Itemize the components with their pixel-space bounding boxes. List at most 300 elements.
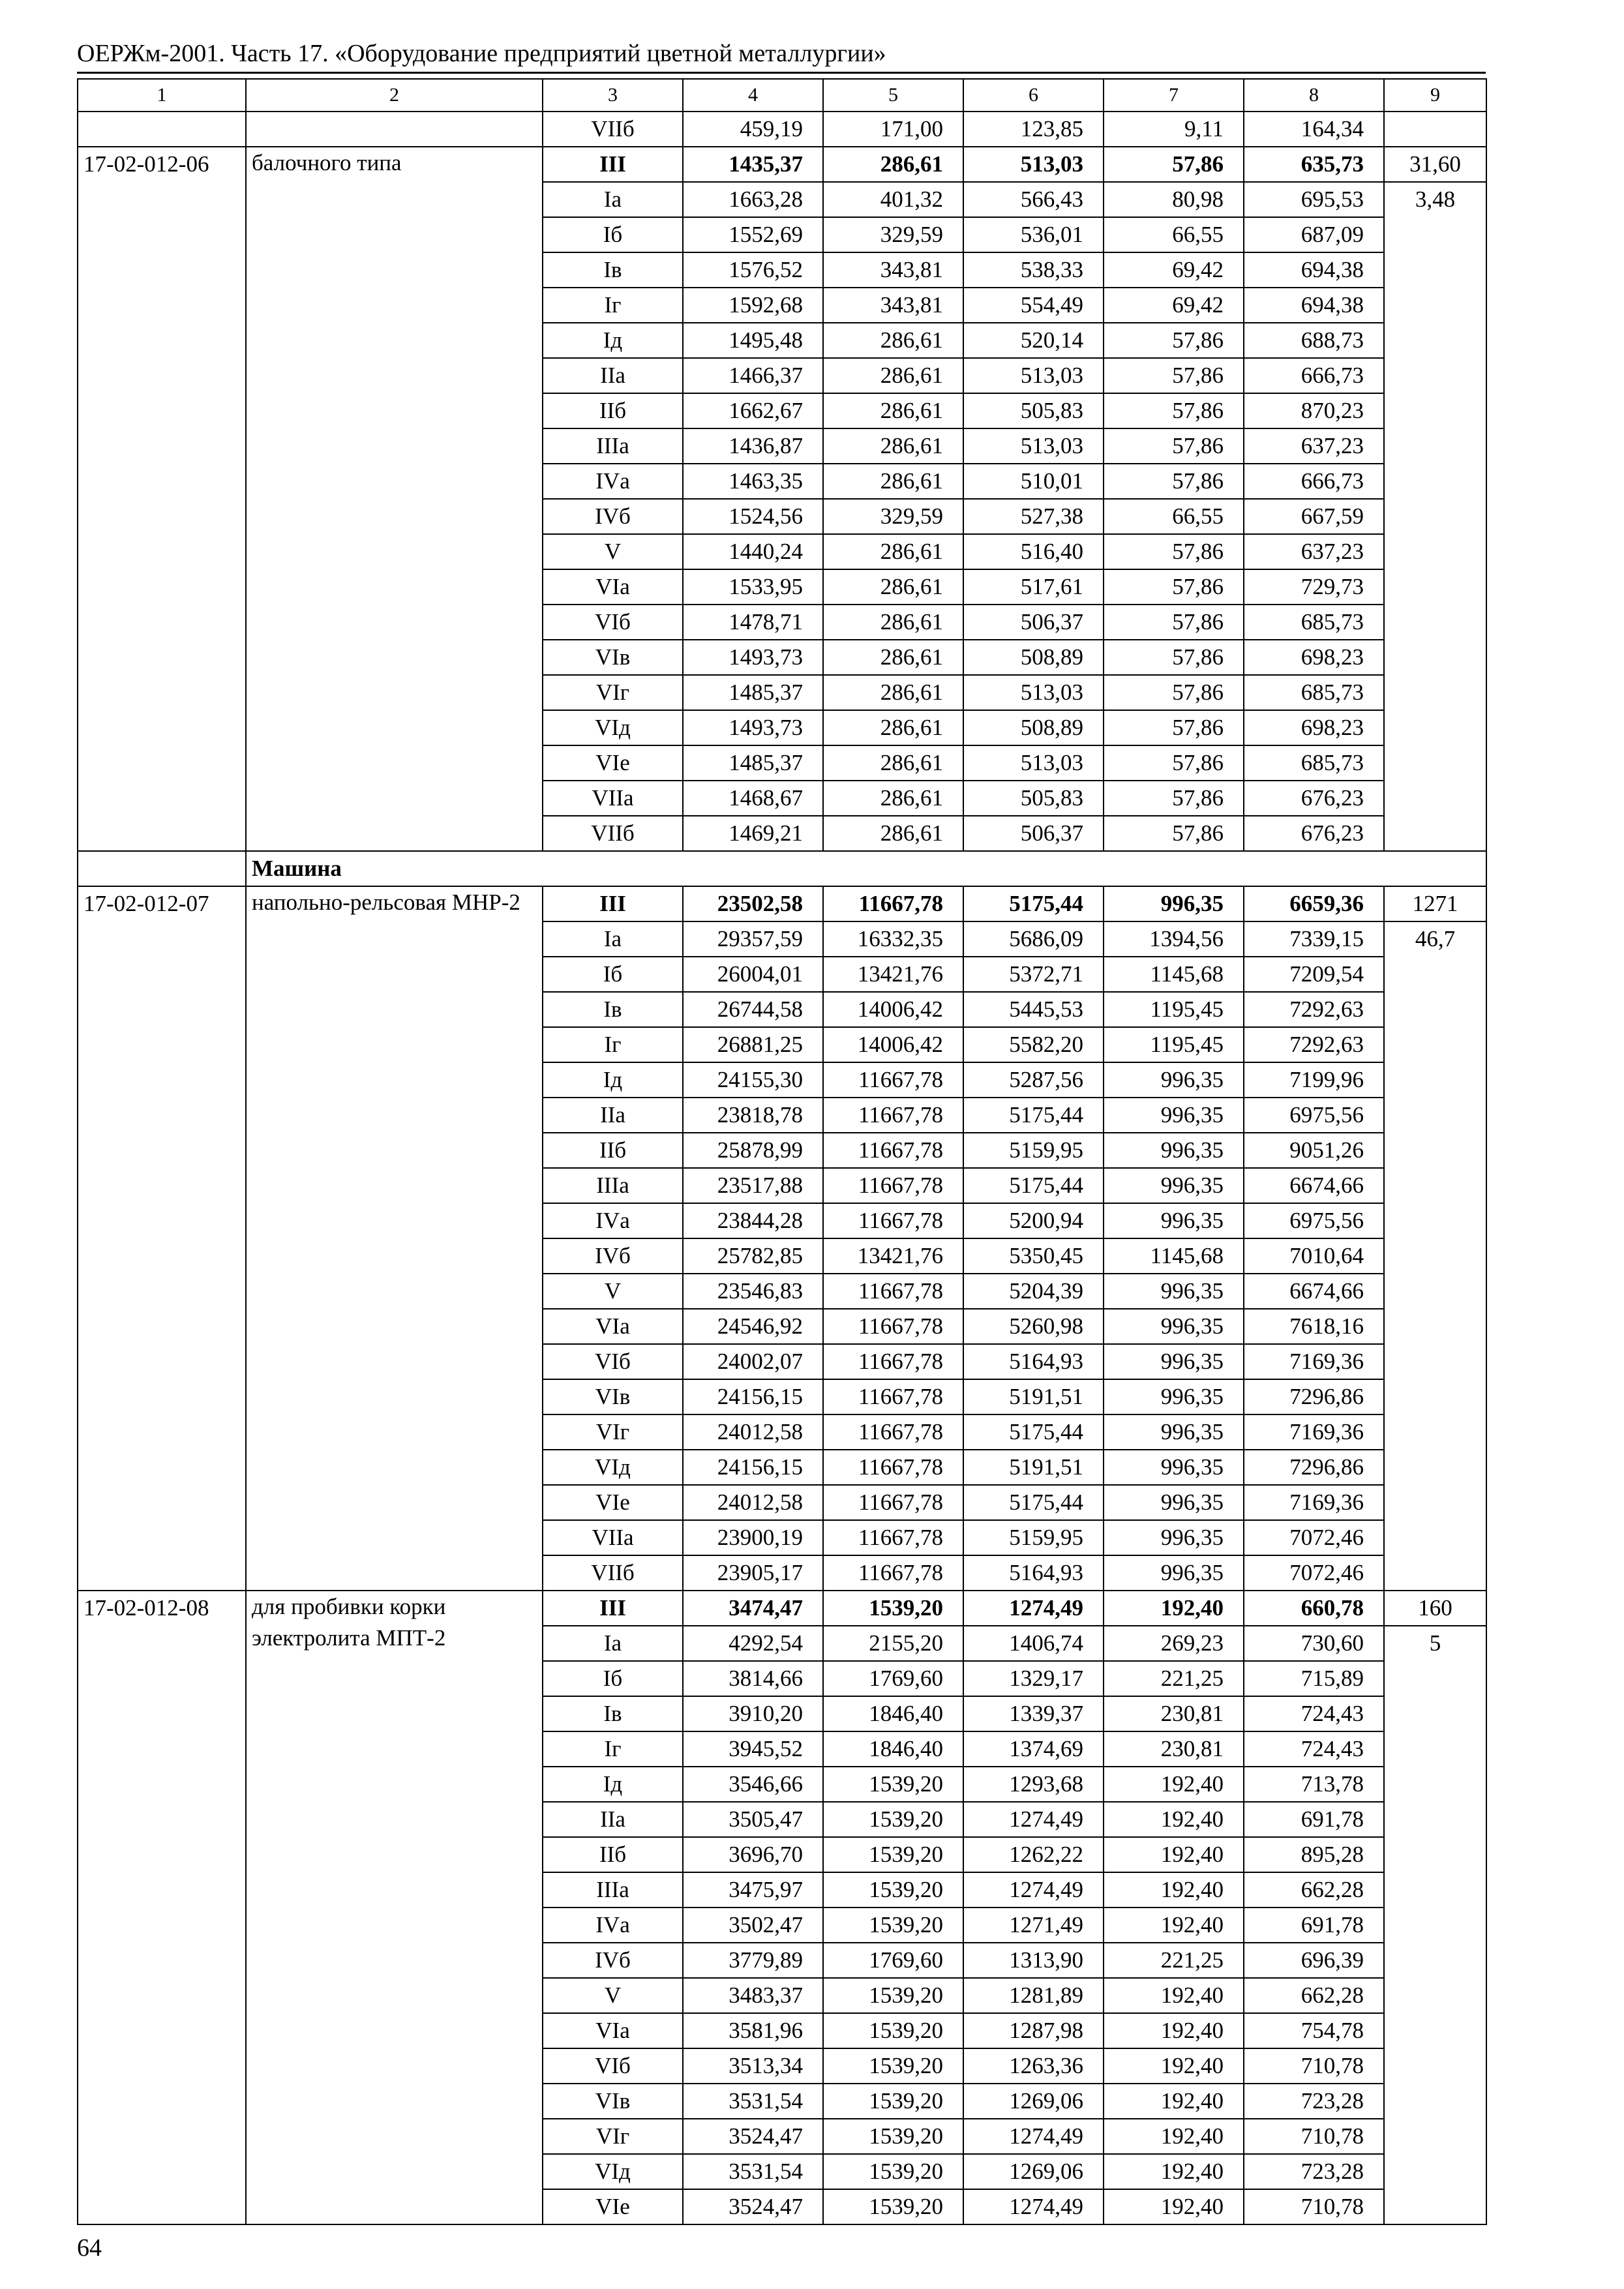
- value-cell: 11667,78: [823, 1485, 963, 1520]
- value-cell: 5686,09: [963, 921, 1104, 957]
- page-header: ОЕРЖм-2001. Часть 17. «Оборудование предприятий цветной металлургии»: [77, 40, 886, 67]
- zone-cell: Iв: [543, 252, 683, 288]
- column-number: 1: [78, 79, 246, 112]
- value-cell: 1287,98: [963, 2013, 1104, 2048]
- value-cell: 635,73: [1244, 147, 1384, 182]
- value-cell: 696,39: [1244, 1943, 1384, 1978]
- value-cell: 5445,53: [963, 992, 1104, 1027]
- value-cell: 1769,60: [823, 1661, 963, 1696]
- value-cell: 23844,28: [683, 1203, 823, 1238]
- zone-cell: IVа: [543, 1908, 683, 1943]
- value-cell: 685,73: [1244, 675, 1384, 710]
- item-code: 17-02-012-06: [78, 147, 246, 851]
- value-cell: 527,38: [963, 499, 1104, 534]
- value-cell: 25782,85: [683, 1238, 823, 1274]
- zone-cell: VIIб: [543, 816, 683, 851]
- value-cell: 24012,58: [683, 1485, 823, 1520]
- value-cell: 7199,96: [1244, 1062, 1384, 1098]
- value-cell: 687,09: [1244, 217, 1384, 252]
- value-cell: 11667,78: [823, 1133, 963, 1168]
- value-cell: 1374,69: [963, 1731, 1104, 1767]
- value-cell: 5164,93: [963, 1344, 1104, 1379]
- value-cell: 192,40: [1104, 1767, 1244, 1802]
- value-cell: 1846,40: [823, 1731, 963, 1767]
- value-cell: 1662,67: [683, 393, 823, 428]
- value-cell: 5260,98: [963, 1309, 1104, 1344]
- value-cell: 192,40: [1104, 1591, 1244, 1626]
- value-cell: 57,86: [1104, 393, 1244, 428]
- value-cell: 13421,76: [823, 957, 963, 992]
- zone-cell: IIб: [543, 393, 683, 428]
- value-cell: 3945,52: [683, 1731, 823, 1767]
- zone-cell: VIб: [543, 1344, 683, 1379]
- value-cell: 724,43: [1244, 1731, 1384, 1767]
- value-cell: 24002,07: [683, 1344, 823, 1379]
- value-cell: 513,03: [963, 675, 1104, 710]
- value-cell: 506,37: [963, 816, 1104, 851]
- zone-cell: III: [543, 1591, 683, 1626]
- value-cell: 508,89: [963, 640, 1104, 675]
- value-cell: 637,23: [1244, 534, 1384, 569]
- value-cell: 1269,06: [963, 2154, 1104, 2189]
- value-cell: 5200,94: [963, 1203, 1104, 1238]
- value-cell: 192,40: [1104, 1872, 1244, 1908]
- value-cell: 676,23: [1244, 816, 1384, 851]
- zone-cell: Iб: [543, 217, 683, 252]
- value-cell: 895,28: [1244, 1837, 1384, 1872]
- value-cell: 230,81: [1104, 1731, 1244, 1767]
- zone-cell: IVа: [543, 1203, 683, 1238]
- value-cell: 25878,99: [683, 1133, 823, 1168]
- value-cell: 7296,86: [1244, 1450, 1384, 1485]
- value-cell: 269,23: [1104, 1626, 1244, 1661]
- zone-cell: VIв: [543, 640, 683, 675]
- value-cell: 538,33: [963, 252, 1104, 288]
- value-cell: 996,35: [1104, 1274, 1244, 1309]
- value-cell: 1663,28: [683, 182, 823, 217]
- value-cell: 24012,58: [683, 1414, 823, 1450]
- zone-cell: III: [543, 886, 683, 921]
- value-cell: 23517,88: [683, 1168, 823, 1203]
- value-cell: 192,40: [1104, 1837, 1244, 1872]
- value-cell: 11667,78: [823, 1344, 963, 1379]
- col9-cell: 5: [1384, 1626, 1486, 2224]
- value-cell: 7072,46: [1244, 1555, 1384, 1591]
- value-cell: 1524,56: [683, 499, 823, 534]
- zone-cell: Iд: [543, 1767, 683, 1802]
- value-cell: 11667,78: [823, 1309, 963, 1344]
- value-cell: 1274,49: [963, 2189, 1104, 2224]
- value-cell: 996,35: [1104, 1450, 1244, 1485]
- value-cell: 230,81: [1104, 1696, 1244, 1731]
- zone-cell: IIIа: [543, 1872, 683, 1908]
- code-cell: [78, 112, 246, 147]
- value-cell: 513,03: [963, 745, 1104, 781]
- value-cell: 57,86: [1104, 710, 1244, 745]
- value-cell: 1145,68: [1104, 957, 1244, 992]
- value-cell: 1469,21: [683, 816, 823, 851]
- section-row: [78, 851, 1486, 886]
- value-cell: 723,28: [1244, 2154, 1384, 2189]
- value-cell: 1293,68: [963, 1767, 1104, 1802]
- value-cell: 11667,78: [823, 1274, 963, 1309]
- value-cell: 7169,36: [1244, 1485, 1384, 1520]
- value-cell: 171,00: [823, 112, 963, 147]
- value-cell: 1539,20: [823, 1837, 963, 1872]
- value-cell: 1493,73: [683, 640, 823, 675]
- value-cell: 724,43: [1244, 1696, 1384, 1731]
- value-cell: 1533,95: [683, 569, 823, 605]
- value-cell: 1539,20: [823, 1908, 963, 1943]
- value-cell: 9,11: [1104, 112, 1244, 147]
- col9-cell: 3,48: [1384, 182, 1486, 851]
- value-cell: 730,60: [1244, 1626, 1384, 1661]
- value-cell: 286,61: [823, 605, 963, 640]
- value-cell: 7169,36: [1244, 1414, 1384, 1450]
- zone-cell: Iв: [543, 1696, 683, 1731]
- zone-cell: VIг: [543, 2119, 683, 2154]
- value-cell: 164,34: [1244, 112, 1384, 147]
- value-cell: 66,55: [1104, 499, 1244, 534]
- value-cell: 23502,58: [683, 886, 823, 921]
- value-cell: 1539,20: [823, 2189, 963, 2224]
- value-cell: 996,35: [1104, 1414, 1244, 1450]
- value-cell: 5159,95: [963, 1133, 1104, 1168]
- zone-cell: VIб: [543, 2048, 683, 2084]
- zone-cell: IIа: [543, 1802, 683, 1837]
- value-cell: 754,78: [1244, 2013, 1384, 2048]
- value-cell: 57,86: [1104, 816, 1244, 851]
- value-cell: 11667,78: [823, 1203, 963, 1238]
- zone-cell: Iг: [543, 1027, 683, 1062]
- value-cell: 24156,15: [683, 1450, 823, 1485]
- value-cell: 694,38: [1244, 288, 1384, 323]
- zone-cell: VIIа: [543, 781, 683, 816]
- value-cell: 698,23: [1244, 710, 1384, 745]
- zone-cell: IIб: [543, 1133, 683, 1168]
- value-cell: 996,35: [1104, 1344, 1244, 1379]
- value-cell: 24155,30: [683, 1062, 823, 1098]
- value-cell: 401,32: [823, 182, 963, 217]
- column-number: 5: [823, 79, 963, 112]
- value-cell: 1271,49: [963, 1908, 1104, 1943]
- value-cell: 688,73: [1244, 323, 1384, 358]
- value-cell: 192,40: [1104, 2084, 1244, 2119]
- value-cell: 6659,36: [1244, 886, 1384, 921]
- value-cell: 7339,15: [1244, 921, 1384, 957]
- value-cell: 996,35: [1104, 1485, 1244, 1520]
- value-cell: 695,53: [1244, 182, 1384, 217]
- column-number: 4: [683, 79, 823, 112]
- zone-cell: IVб: [543, 1238, 683, 1274]
- col9-cell: 46,7: [1384, 921, 1486, 1591]
- value-cell: 996,35: [1104, 886, 1244, 921]
- value-cell: 66,55: [1104, 217, 1244, 252]
- value-cell: 57,86: [1104, 569, 1244, 605]
- value-cell: 80,98: [1104, 182, 1244, 217]
- zone-cell: VIг: [543, 1414, 683, 1450]
- item-name: напольно-рельсовая МНР-2: [246, 886, 543, 1591]
- value-cell: 1846,40: [823, 1696, 963, 1731]
- value-cell: 7296,86: [1244, 1379, 1384, 1414]
- value-cell: 517,61: [963, 569, 1104, 605]
- value-cell: 1274,49: [963, 1802, 1104, 1837]
- value-cell: 3524,47: [683, 2119, 823, 2154]
- value-cell: 7169,36: [1244, 1344, 1384, 1379]
- value-cell: 1493,73: [683, 710, 823, 745]
- value-cell: 685,73: [1244, 745, 1384, 781]
- value-cell: 694,38: [1244, 252, 1384, 288]
- value-cell: 5159,95: [963, 1520, 1104, 1555]
- value-cell: 1281,89: [963, 1978, 1104, 2013]
- value-cell: 286,61: [823, 781, 963, 816]
- value-cell: 666,73: [1244, 464, 1384, 499]
- value-cell: 192,40: [1104, 2013, 1244, 2048]
- value-cell: 1262,22: [963, 1837, 1104, 1872]
- value-cell: 996,35: [1104, 1520, 1244, 1555]
- value-cell: 698,23: [1244, 640, 1384, 675]
- column-number: 6: [963, 79, 1104, 112]
- col9-cell: [1384, 112, 1486, 147]
- value-cell: 3475,97: [683, 1872, 823, 1908]
- table-row: [78, 147, 1486, 182]
- value-cell: 57,86: [1104, 358, 1244, 393]
- value-cell: 5175,44: [963, 1485, 1104, 1520]
- zone-cell: IVа: [543, 464, 683, 499]
- value-cell: 3531,54: [683, 2084, 823, 2119]
- value-cell: 13421,76: [823, 1238, 963, 1274]
- zone-cell: Iд: [543, 1062, 683, 1098]
- value-cell: 192,40: [1104, 2189, 1244, 2224]
- value-cell: 1539,20: [823, 2119, 963, 2154]
- value-cell: 7292,63: [1244, 1027, 1384, 1062]
- zone-cell: VIв: [543, 2084, 683, 2119]
- item-name: для пробивки корки электролита МПТ-2: [246, 1591, 543, 2224]
- value-cell: 1478,71: [683, 605, 823, 640]
- value-cell: 3474,47: [683, 1591, 823, 1626]
- section-title: Машина: [246, 851, 1486, 886]
- value-cell: 57,86: [1104, 745, 1244, 781]
- value-cell: 3524,47: [683, 2189, 823, 2224]
- value-cell: 459,19: [683, 112, 823, 147]
- value-cell: 3814,66: [683, 1661, 823, 1696]
- column-number: 2: [246, 79, 543, 112]
- value-cell: 713,78: [1244, 1767, 1384, 1802]
- zone-cell: Iб: [543, 1661, 683, 1696]
- value-cell: 57,86: [1104, 675, 1244, 710]
- value-cell: 286,61: [823, 710, 963, 745]
- value-cell: 1274,49: [963, 2119, 1104, 2154]
- value-cell: 343,81: [823, 288, 963, 323]
- value-cell: 192,40: [1104, 2119, 1244, 2154]
- zone-cell: VIIб: [543, 112, 683, 147]
- value-cell: 11667,78: [823, 1520, 963, 1555]
- value-cell: 3910,20: [683, 1696, 823, 1731]
- value-cell: 520,14: [963, 323, 1104, 358]
- zone-cell: IIIа: [543, 428, 683, 464]
- value-cell: 14006,42: [823, 1027, 963, 1062]
- value-cell: 329,59: [823, 217, 963, 252]
- zone-cell: VIIа: [543, 1520, 683, 1555]
- value-cell: 286,61: [823, 534, 963, 569]
- value-cell: 3513,34: [683, 2048, 823, 2084]
- value-cell: 1339,37: [963, 1696, 1104, 1731]
- value-cell: 1539,20: [823, 1802, 963, 1837]
- value-cell: 57,86: [1104, 781, 1244, 816]
- value-cell: 536,01: [963, 217, 1104, 252]
- value-cell: 2155,20: [823, 1626, 963, 1661]
- value-cell: 286,61: [823, 640, 963, 675]
- value-cell: 710,78: [1244, 2189, 1384, 2224]
- zone-cell: V: [543, 1978, 683, 2013]
- value-cell: 11667,78: [823, 1555, 963, 1591]
- value-cell: 1406,74: [963, 1626, 1104, 1661]
- value-cell: 996,35: [1104, 1379, 1244, 1414]
- value-cell: 192,40: [1104, 2048, 1244, 2084]
- value-cell: 1485,37: [683, 745, 823, 781]
- value-cell: 5175,44: [963, 886, 1104, 921]
- table-row: [78, 886, 1486, 921]
- zone-cell: VIд: [543, 1450, 683, 1485]
- zone-cell: III: [543, 147, 683, 182]
- zone-cell: VIе: [543, 745, 683, 781]
- value-cell: 685,73: [1244, 605, 1384, 640]
- price-table: [77, 78, 1487, 2225]
- value-cell: 6975,56: [1244, 1203, 1384, 1238]
- value-cell: 691,78: [1244, 1908, 1384, 1943]
- value-cell: 566,43: [963, 182, 1104, 217]
- value-cell: 1769,60: [823, 1943, 963, 1978]
- value-cell: 7209,54: [1244, 957, 1384, 992]
- column-number: 7: [1104, 79, 1244, 112]
- value-cell: 286,61: [823, 428, 963, 464]
- value-cell: 1274,49: [963, 1872, 1104, 1908]
- value-cell: 996,35: [1104, 1309, 1244, 1344]
- value-cell: 69,42: [1104, 252, 1244, 288]
- value-cell: 5287,56: [963, 1062, 1104, 1098]
- value-cell: 723,28: [1244, 2084, 1384, 2119]
- value-cell: 1313,90: [963, 1943, 1104, 1978]
- value-cell: 715,89: [1244, 1661, 1384, 1696]
- value-cell: 1195,45: [1104, 1027, 1244, 1062]
- header-rule: [77, 72, 1486, 74]
- value-cell: 506,37: [963, 605, 1104, 640]
- zone-cell: V: [543, 1274, 683, 1309]
- value-cell: 637,23: [1244, 428, 1384, 464]
- value-cell: 7618,16: [1244, 1309, 1384, 1344]
- value-cell: 1495,48: [683, 323, 823, 358]
- value-cell: 23546,83: [683, 1274, 823, 1309]
- value-cell: 26881,25: [683, 1027, 823, 1062]
- table-row: [78, 112, 1486, 147]
- value-cell: 192,40: [1104, 1802, 1244, 1837]
- zone-cell: IVб: [543, 1943, 683, 1978]
- zone-cell: Iа: [543, 921, 683, 957]
- value-cell: 5204,39: [963, 1274, 1104, 1309]
- value-cell: 14006,42: [823, 992, 963, 1027]
- value-cell: 11667,78: [823, 886, 963, 921]
- value-cell: 1436,87: [683, 428, 823, 464]
- value-cell: 1263,36: [963, 2048, 1104, 2084]
- value-cell: 343,81: [823, 252, 963, 288]
- zone-cell: VIд: [543, 710, 683, 745]
- item-name: балочного типа: [246, 147, 543, 851]
- value-cell: 329,59: [823, 499, 963, 534]
- zone-cell: VIе: [543, 1485, 683, 1520]
- value-cell: 996,35: [1104, 1133, 1244, 1168]
- name-cell: [246, 112, 543, 147]
- value-cell: 3546,66: [683, 1767, 823, 1802]
- zone-cell: Iа: [543, 182, 683, 217]
- value-cell: 7072,46: [1244, 1520, 1384, 1555]
- value-cell: 660,78: [1244, 1591, 1384, 1626]
- value-cell: 286,61: [823, 816, 963, 851]
- zone-cell: VIб: [543, 605, 683, 640]
- value-cell: 1466,37: [683, 358, 823, 393]
- value-cell: 5191,51: [963, 1379, 1104, 1414]
- value-cell: 662,28: [1244, 1978, 1384, 2013]
- value-cell: 1463,35: [683, 464, 823, 499]
- value-cell: 666,73: [1244, 358, 1384, 393]
- value-cell: 286,61: [823, 464, 963, 499]
- zone-cell: IIIа: [543, 1168, 683, 1203]
- value-cell: 57,86: [1104, 640, 1244, 675]
- zone-cell: VIе: [543, 2189, 683, 2224]
- value-cell: 221,25: [1104, 1661, 1244, 1696]
- value-cell: 7010,64: [1244, 1238, 1384, 1274]
- value-cell: 57,86: [1104, 147, 1244, 182]
- value-cell: 1539,20: [823, 1872, 963, 1908]
- value-cell: 11667,78: [823, 1414, 963, 1450]
- section-spacer: [78, 851, 246, 886]
- value-cell: 3505,47: [683, 1802, 823, 1837]
- col9-cell: 160: [1384, 1591, 1486, 1626]
- value-cell: 4292,54: [683, 1626, 823, 1661]
- value-cell: 24156,15: [683, 1379, 823, 1414]
- zone-cell: Iд: [543, 323, 683, 358]
- zone-cell: V: [543, 534, 683, 569]
- value-cell: 221,25: [1104, 1943, 1244, 1978]
- value-cell: 6975,56: [1244, 1098, 1384, 1133]
- value-cell: 1539,20: [823, 1767, 963, 1802]
- value-cell: 1195,45: [1104, 992, 1244, 1027]
- value-cell: 5350,45: [963, 1238, 1104, 1274]
- value-cell: 11667,78: [823, 1450, 963, 1485]
- value-cell: 505,83: [963, 393, 1104, 428]
- value-cell: 667,59: [1244, 499, 1384, 534]
- column-number: 9: [1384, 79, 1486, 112]
- zone-cell: VIг: [543, 675, 683, 710]
- value-cell: 5582,20: [963, 1027, 1104, 1062]
- value-cell: 1576,52: [683, 252, 823, 288]
- value-cell: 192,40: [1104, 1908, 1244, 1943]
- value-cell: 710,78: [1244, 2119, 1384, 2154]
- value-cell: 286,61: [823, 569, 963, 605]
- value-cell: 1269,06: [963, 2084, 1104, 2119]
- value-cell: 57,86: [1104, 464, 1244, 499]
- value-cell: 554,49: [963, 288, 1104, 323]
- value-cell: 1468,67: [683, 781, 823, 816]
- value-cell: 513,03: [963, 147, 1104, 182]
- column-number: 8: [1244, 79, 1384, 112]
- value-cell: 286,61: [823, 675, 963, 710]
- zone-cell: IIб: [543, 1837, 683, 1872]
- value-cell: 996,35: [1104, 1203, 1244, 1238]
- zone-cell: VIв: [543, 1379, 683, 1414]
- value-cell: 286,61: [823, 393, 963, 428]
- value-cell: 1539,20: [823, 2013, 963, 2048]
- value-cell: 16332,35: [823, 921, 963, 957]
